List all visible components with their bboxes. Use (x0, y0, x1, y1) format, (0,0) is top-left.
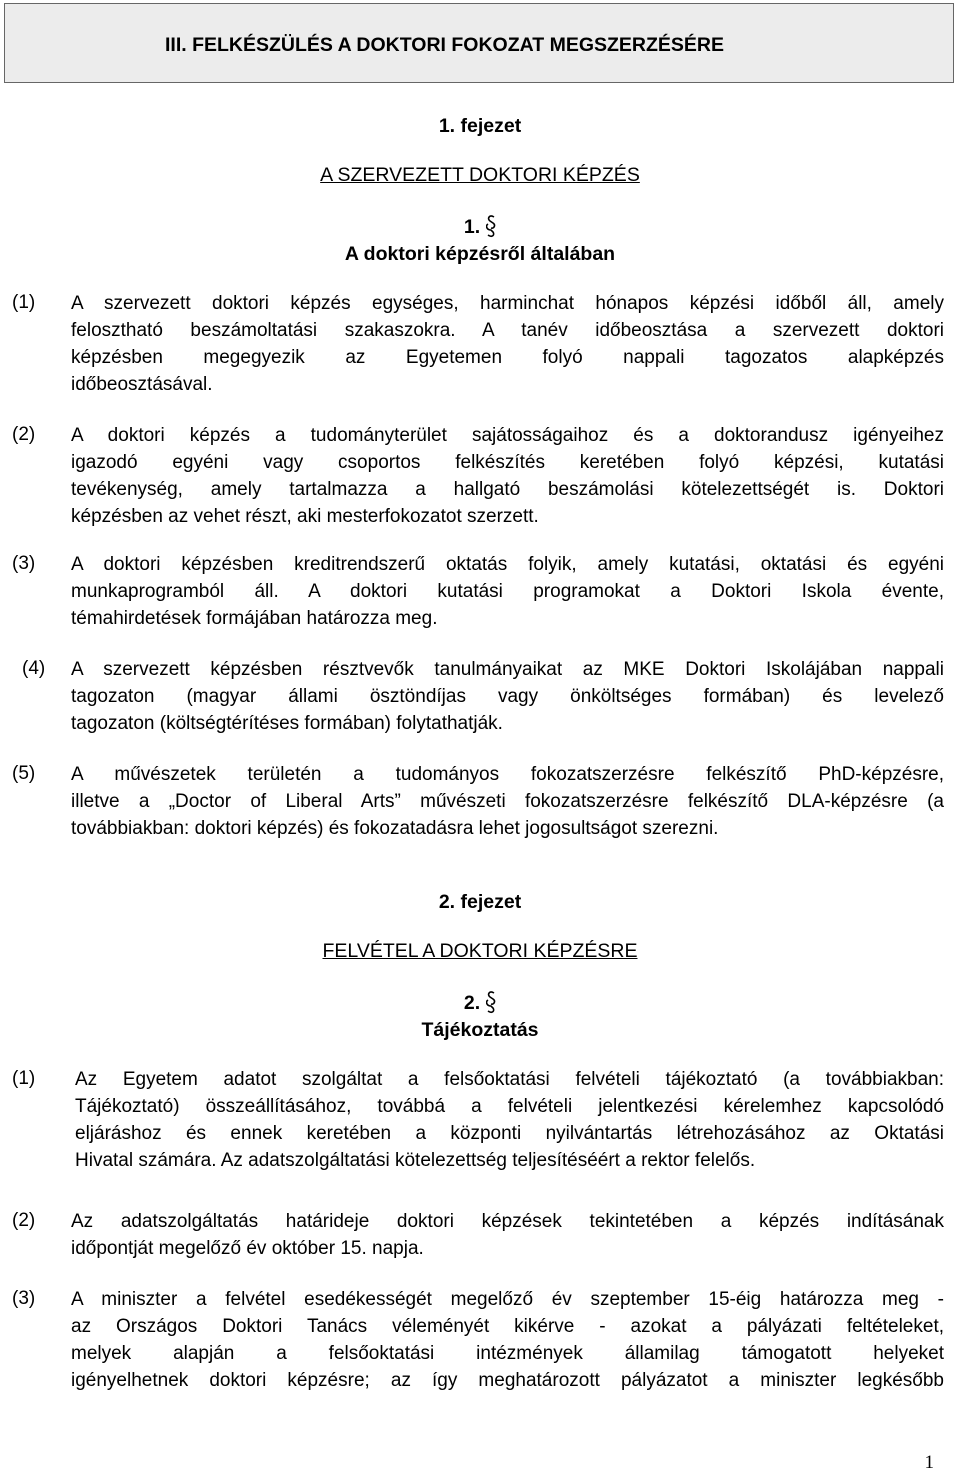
chapter-2-title: FELVÉTEL A DOKTORI KÉPZÉSRE (322, 940, 638, 962)
paragraph-line: munkaprogramból áll. A doktori kutatási programokat a Doktori Iskola évente, (71, 581, 944, 602)
paragraph-line: Az Egyetem adatot szolgáltat a felsőoktatási felvételi tájékoztató (a továbbiakban: (75, 1069, 944, 1090)
section-1-number: 1. (463, 216, 481, 238)
paragraph-number: (1) (12, 1068, 36, 1089)
paragraph-line: időbeosztásával. (71, 374, 213, 395)
section-1-number-wrap (0, 214, 960, 239)
chapter-2-title-wrap (0, 940, 960, 963)
paragraph-line: képzésben megegyezik az Egyetemen folyó nappali tagozatos alapképzés (71, 347, 944, 368)
section-sign-icon (480, 990, 496, 1015)
paragraph-line: képzésben az vehet részt, aki mesterfokozatot szerzett. (71, 506, 539, 527)
paragraph-line: A művészetek területén a tudományos fokozatszerzésre felkészítő PhD-képzésre, (71, 764, 944, 785)
page-number: 1 (924, 1452, 934, 1473)
chapter-1-title-wrap (0, 164, 960, 187)
paragraph-line: A doktori képzés a tudományterület sajátosságaihoz és a doktorandusz igényeihez (71, 425, 944, 446)
paragraph-line: igényelhetnek doktori képzésre; az így meghatározott pályázatot a miniszter legkésőbb (71, 1370, 944, 1391)
chapter-2-number: 2. fejezet (438, 891, 522, 913)
paragraph-number: (1) (12, 292, 36, 313)
chapter-1-title: A SZERVEZETT DOKTORI KÉPZÉS (320, 164, 640, 186)
paragraph-line: illetve a „Doctor of Liberal Arts” művészeti fokozatszerzésre felkészítő DLA-képzésre (a (71, 791, 944, 812)
paragraph-line: témahirdetések formájában határozza meg. (71, 608, 438, 629)
paragraph-line: felosztható beszámoltatási szakaszokra. A tanév időbeosztása a szervezett doktori (71, 320, 944, 341)
paragraph-line: tevékenység, amely tartalmazza a hallgató beszámolási kötelezettségét is. Doktori (71, 479, 944, 500)
paragraph-number: (2) (12, 1210, 36, 1231)
paragraph-number: (4) (22, 658, 46, 679)
paragraph-line: Hivatal számára. Az adatszolgáltatási kötelezettség teljesítéséért a rektor felelős. (75, 1150, 756, 1171)
paragraph-line: továbbiakban: doktori képzés) és fokozatadásra lehet jogosultságot szerezni. (71, 818, 719, 839)
section-2-title: Tájékoztatás (421, 1019, 539, 1041)
paragraph-line: Az adatszolgáltatás határideje doktori képzések tekintetében a képzés indításának (71, 1211, 944, 1232)
paragraph-number: (5) (12, 763, 36, 784)
section-2-number: 2. (463, 992, 481, 1014)
chapter-1-number: 1. fejezet (438, 115, 522, 137)
paragraph-line: A szervezett doktori képzés egységes, harminchat hónapos képzési időből áll, amely (71, 293, 944, 314)
paragraph-line: A miniszter a felvétel esedékességét megelőző év szeptember 15-éig határozza meg - (71, 1289, 944, 1310)
part-title-box (4, 3, 954, 83)
paragraph-number: (3) (12, 1288, 36, 1309)
paragraph-number: (2) (12, 424, 36, 445)
paragraph-line: Tájékoztató) összeállításához, továbbá a felvételi jelentkezési kérelemhez kapcsolódó (75, 1096, 944, 1117)
paragraph-line: tagozaton (magyar állami ösztöndíjas vagy önköltséges formában) és levelező (71, 686, 944, 707)
paragraph-line: időpontját megelőző év október 15. napja. (71, 1238, 424, 1259)
paragraph-line: A doktori képzésben kreditrendszerű oktatás folyik, amely kutatási, oktatási és egyéni (71, 554, 944, 575)
section-sign-icon (480, 214, 496, 239)
section-2-number-wrap (0, 990, 960, 1015)
paragraph-line: eljáráshoz és ennek keretében a központi nyilvántartás létrehozásához az Oktatási (75, 1123, 944, 1144)
paragraph-line: A szervezett képzésben résztvevők tanulmányaikat az MKE Doktori Iskolájában nappali (71, 659, 944, 680)
section-1-title: A doktori képzésről általában (344, 243, 616, 265)
paragraph-number: (3) (12, 553, 36, 574)
paragraph-line: tagozaton (költségtérítéses formában) folytathatják. (71, 713, 503, 734)
paragraph-line: igazodó egyéni vagy csoportos felkészítés keretében folyó képzési, kutatási (71, 452, 944, 473)
part-title: III. FELKÉSZÜLÉS A DOKTORI FOKOZAT MEGSZERZÉSÉRE (165, 34, 725, 56)
paragraph-line: az Országos Doktori Tanács véleményét kikérve - azokat a pályázati feltételeket, (71, 1316, 944, 1337)
paragraph-line: melyek alapján a felsőoktatási intézmények államilag támogatott helyeket (71, 1343, 944, 1364)
